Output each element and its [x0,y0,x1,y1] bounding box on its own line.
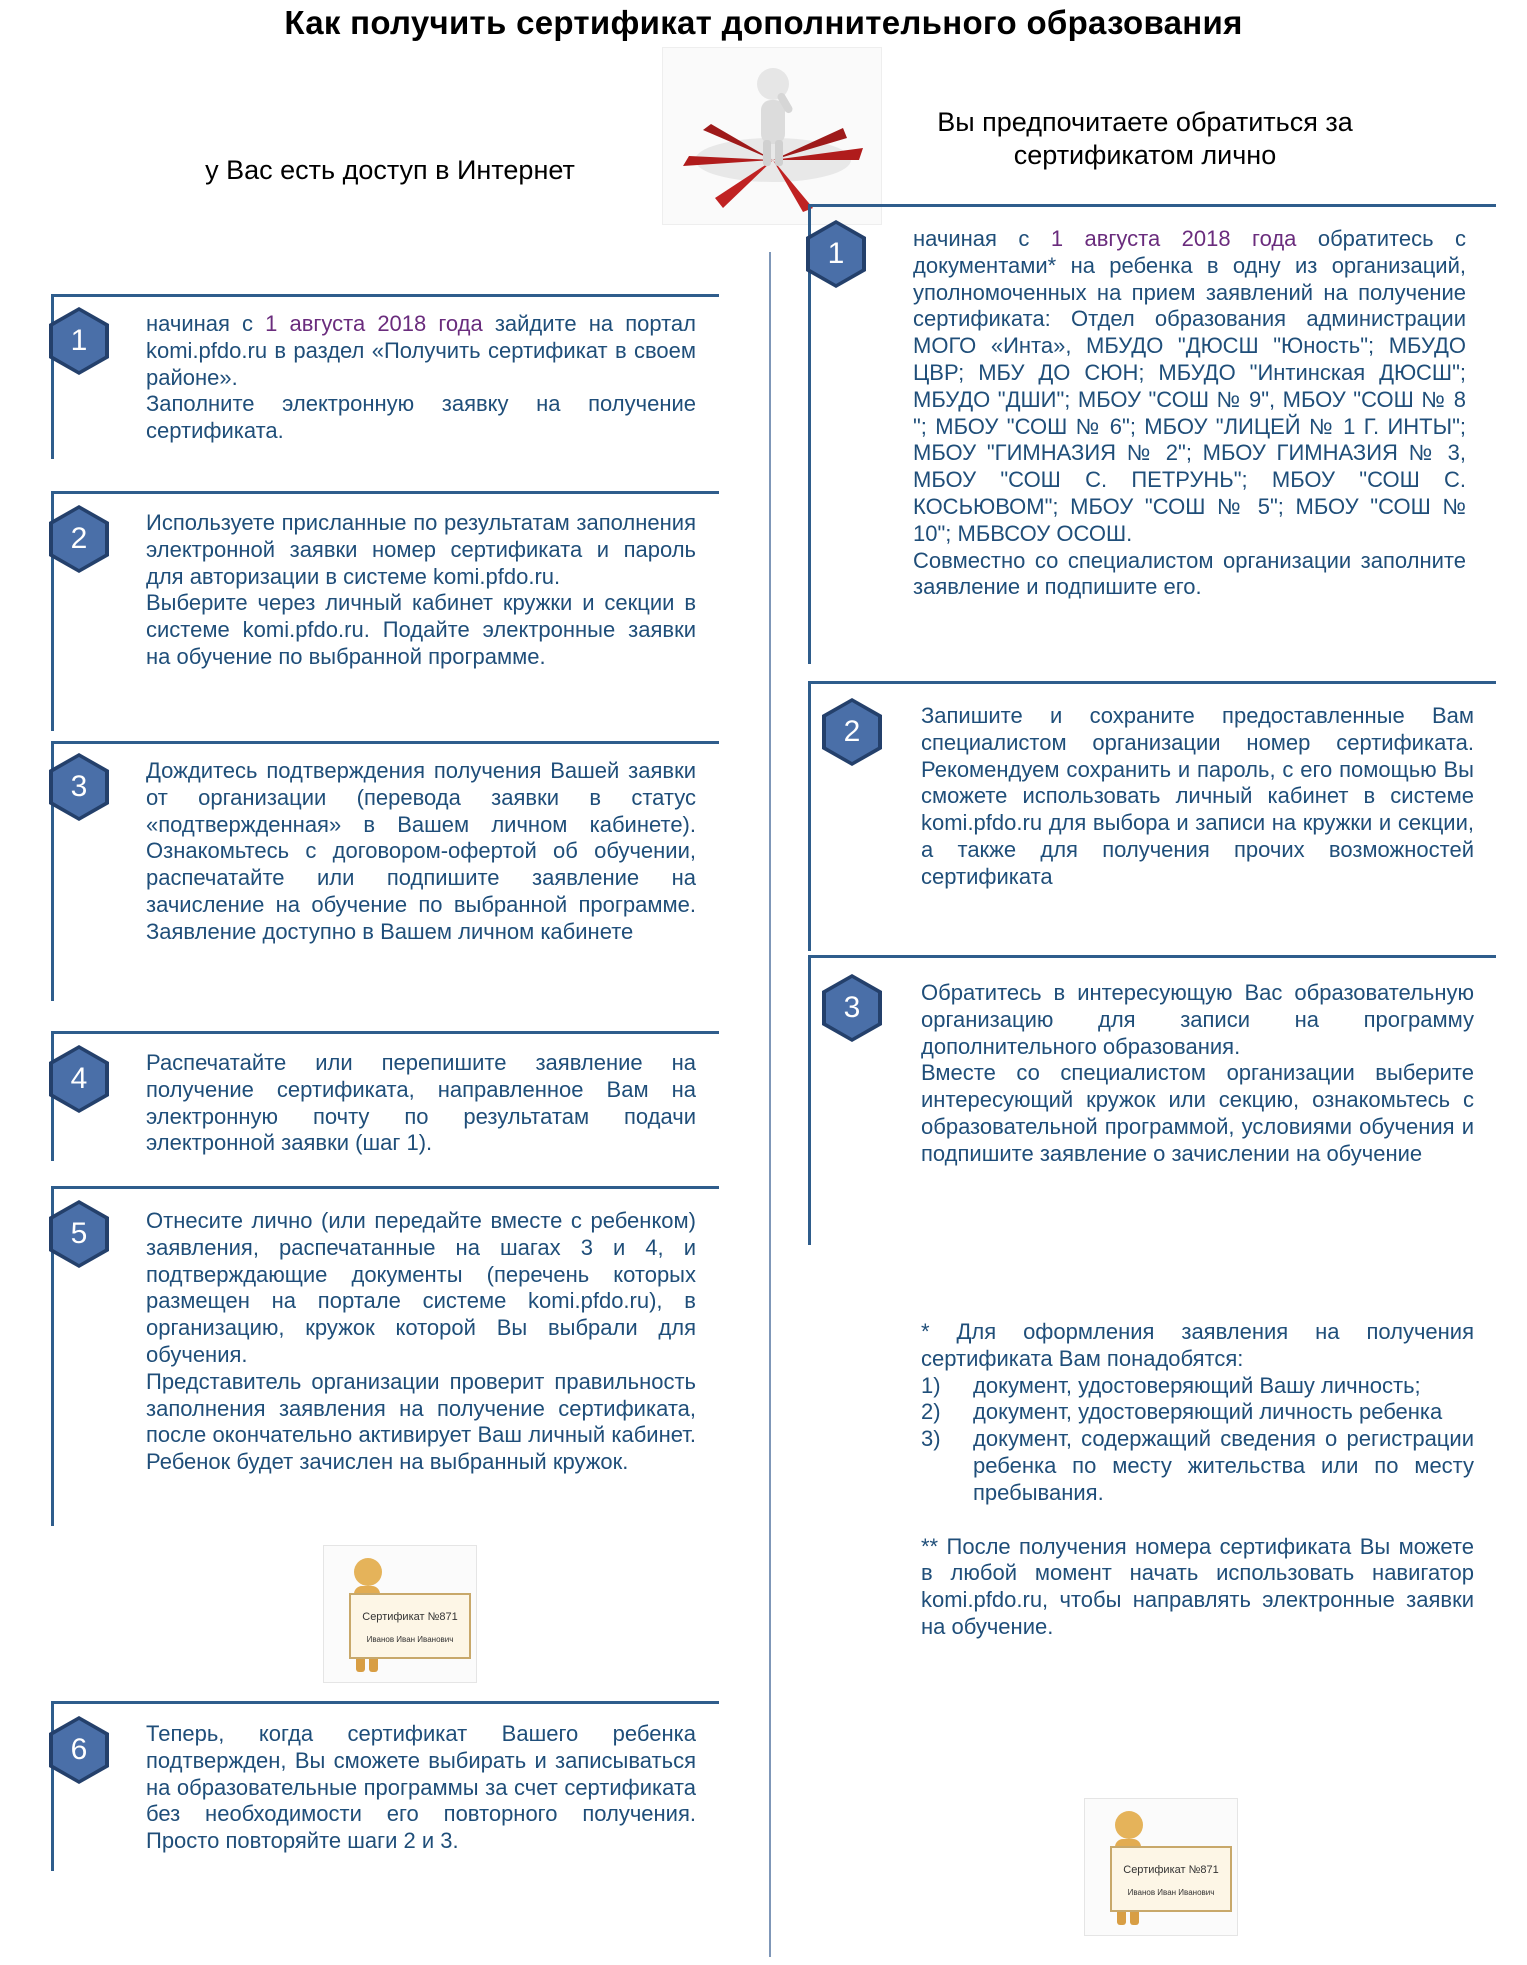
page-title: Как получить сертификат дополнительного образования [284,4,1243,41]
certificate-illustration [323,1545,477,1683]
step-text: Обратитесь в интересующую Вас образовательную организацию для записи на программу дополнительного образования. Вместе со специалистом организации выберите интересующий кружок или секцию, ознакомьтесь с образовательной программой, условиями обучения и подпишите заявление о зачислении на обучение [921,980,1474,1166]
step-text: Используете присланные по результатам заполнения электронной заявки номер сертификата и пароль для авторизации в системе komi.pfdo.ru. Выберите через личный кабинет кружки и секции в системе komi.pfdo.ru. Подайте электронные заявки на обучение по выбранной программе. [146,510,696,669]
certificate-illustration [1084,1798,1238,1936]
step-text: начиная с 1 августа 2018 года обратитесь с документами* на ребенка в одну из организаций, уполномоченных на прием заявлений на получение сертификата: Отдел образования администрации МОГО «Инта», МБУДО "ДЮСШ "Юность"; МБУДО ЦВР; МБУ ДО СЮН; МБУДО "Интинская ДЮСШ"; МБУДО "ДШИ"; МБОУ "СОШ № 9", МБОУ "СОШ № 8 "; МБОУ "СОШ № 6"; МБОУ "ЛИЦЕЙ № 1 Г. ИНТЫ"; МБОУ "ГИМНАЗИЯ № 2"; МБОУ ГИМНАЗИЯ № 3, МБОУ "СОШ С. ПЕТРУНЬ"; МБОУ "СОШ С. КОСЬЮВОМ"; МБОУ "СОШ № 5"; МБОУ "СОШ № 10"; МБВСОУ ОСОШ. Совместно со специалистом организации заполните заявление и подпишите его. [913,226,1466,600]
list-item: 3) документ, содержащий сведения о регистрации ребенка по месту жительства или по месту пребывания. [921,1426,1474,1505]
left-column-header: у Вас есть доступ в Интернет [205,155,575,185]
column-divider [769,252,771,1957]
hero-illustration [662,47,882,225]
step-rule [51,1186,719,1189]
certificate-title: Сертификат №871 [362,1611,458,1623]
list-item: 1) документ, удостоверяющий Вашу личность; [921,1372,1421,1398]
certificate-person-icon [324,1546,476,1682]
person-arrows-icon [663,48,881,224]
step-number-badge: 2 [43,503,115,575]
step-text: Распечатайте или перепишите заявление на получение сертификата, направленное Вам на электронную почту по результатам подачи электронной заявки (шаг 1). [146,1050,696,1156]
step-number-badge: 3 [816,972,888,1044]
step-number-badge: 3 [43,751,115,823]
step-rail [808,955,811,1245]
certificate-person-icon [1085,1799,1237,1935]
step-rule [808,204,1496,207]
certificate-title: Сертификат №871 [1123,1864,1219,1876]
step-text: начиная с 1 августа 2018 года зайдите на портал komi.pfdo.ru в раздел «Получить сертификат в своем районе». Заполните электронную заявку на получение сертификата. [146,311,696,444]
step-rail [808,681,811,951]
step-rule [51,294,719,297]
step-rule [808,681,1496,684]
step-number-badge: 1 [43,305,115,377]
step-rule [51,491,719,494]
documents-list [921,1373,1474,1507]
step-number-badge: 1 [800,218,872,290]
step-text: Запишите и сохраните предоставленные Вам специалистом организации номер сертификата. Рекомендуем сохранить и пароль, с его помощью Вы сможете использовать личный кабинет в системе komi.pfdo.ru для выбора и записи на кружки и секции, а также для получения прочих возможностей сертификата [921,703,1474,889]
step-number-badge: 5 [43,1198,115,1270]
footnote: ** После получения номера сертификата Вы можете в любой момент начать использовать навигатор komi.pfdo.ru, чтобы направлять электронные заявки на обучение. [921,1533,1474,1639]
certificate-name: Иванов Иван Иванович [1127,1888,1215,1897]
certificate-name: Иванов Иван Иванович [366,1635,454,1644]
requirements-note [921,1319,1474,1641]
step-text: Теперь, когда сертификат Вашего ребенка подтвержден, Вы сможете выбирать и записываться на образовательные программы за счет сертификата без необходимости его повторного получения. Просто повторяйте шаги 2 и 3. [146,1721,696,1854]
step-number-badge: 2 [816,696,888,768]
step-rule [51,1701,719,1704]
step-rule [51,1031,719,1034]
step-text: Дождитесь подтверждения получения Вашей заявки от организации (перевода заявки в статус «подтвержденная» в Вашем личном кабинете). Ознакомьтесь с договором-офертой об обучении, распечатайте или подпишите заявление на зачисление на обучение по выбранной программе. Заявление доступно в Вашем личном кабинете [146,758,696,944]
step-rule [808,955,1496,958]
step-number-badge: 6 [43,1714,115,1786]
step-number-badge: 4 [43,1043,115,1115]
step-rule [51,741,719,744]
step-text: Отнесите лично (или передайте вместе с ребенком) заявления, распечатанные на шагах 3 и 4, и подтверждающие документы (перечень которых размещен на портале системе komi.pfdo.ru), в организацию, кружок которой Вы выбрали для обучения. Представитель организации проверит правильность заполнения заявления на получение сертификата, после окончательно активирует Ваш личный кабинет. Ребенок будет зачислен на выбранный кружок. [146,1208,696,1475]
list-item: 2) документ, удостоверяющий личность ребенка [921,1399,1443,1425]
note-intro: * Для оформления заявления на получения сертификата Вам понадобятся: [921,1319,1474,1371]
right-column-header: Вы предпочитаете обратиться за сертификатом лично [937,107,1353,170]
